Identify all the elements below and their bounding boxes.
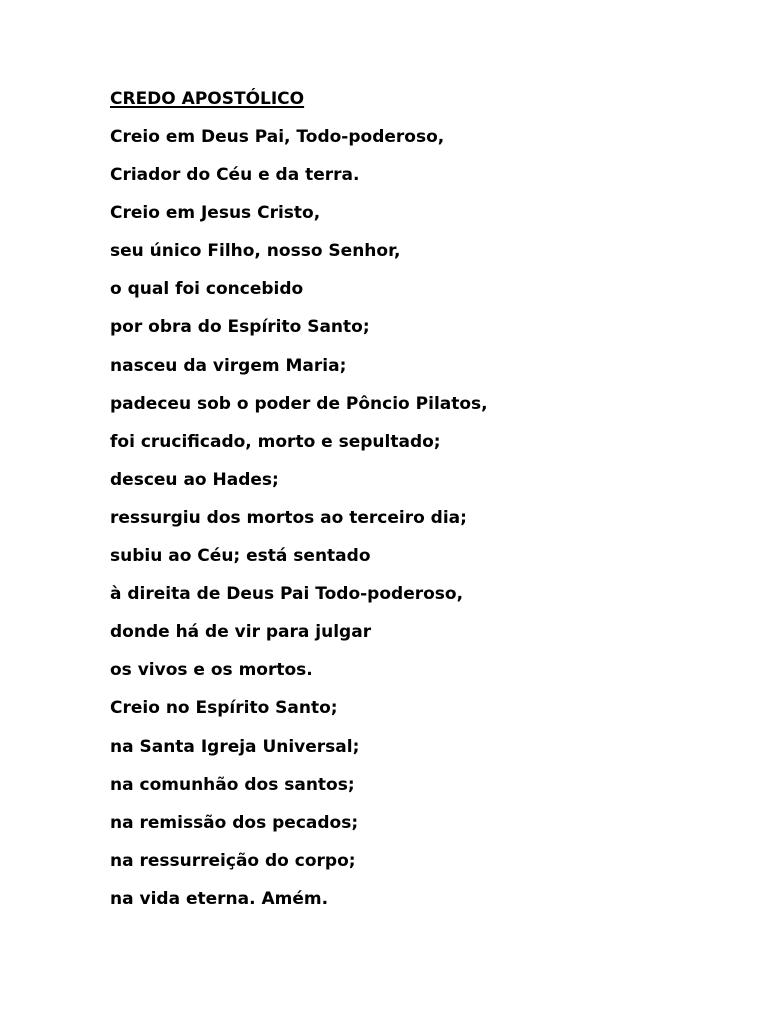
creed-line: à direita de Deus Pai Todo-poderoso, bbox=[110, 584, 464, 605]
creed-line: na ressurreição do corpo; bbox=[110, 850, 356, 871]
creed-line: Creio em Deus Pai, Todo-poderoso, bbox=[110, 127, 445, 147]
document-content bbox=[110, 84, 710, 922]
creed-lines bbox=[110, 122, 710, 922]
creed-line: desceu ao Hades; bbox=[110, 469, 279, 490]
creed-line: na vida eterna. Amém. bbox=[110, 888, 329, 909]
creed-line: na comunhão dos santos; bbox=[110, 774, 355, 795]
creed-line: ressurgiu dos mortos ao terceiro dia; bbox=[110, 507, 467, 528]
creed-line: donde há de vir para julgar bbox=[110, 622, 372, 643]
creed-line: na remissão dos pecados; bbox=[110, 812, 359, 833]
creed-line: padeceu sob o poder de Pôncio Pilatos, bbox=[110, 393, 488, 414]
creed-line: Creio no Espírito Santo; bbox=[110, 698, 338, 719]
creed-line: os vivos e os mortos. bbox=[110, 660, 313, 681]
creed-line: Creio em Jesus Cristo, bbox=[110, 203, 321, 224]
creed-line: por obra do Espírito Santo; bbox=[110, 317, 370, 338]
creed-line: o qual foi concebido bbox=[110, 279, 304, 300]
creed-line: seu único Filho, nosso Senhor, bbox=[110, 241, 401, 262]
document-title: CREDO APOSTÓLICO bbox=[110, 89, 305, 109]
creed-line: nasceu da virgem Maria; bbox=[110, 355, 347, 376]
creed-line: subiu ao Céu; está sentado bbox=[110, 546, 371, 567]
creed-line: foi crucificado, morto e sepultado; bbox=[110, 431, 441, 452]
creed-line: Criador do Céu e da terra. bbox=[110, 165, 360, 186]
creed-line: na Santa Igreja Universal; bbox=[110, 736, 360, 757]
